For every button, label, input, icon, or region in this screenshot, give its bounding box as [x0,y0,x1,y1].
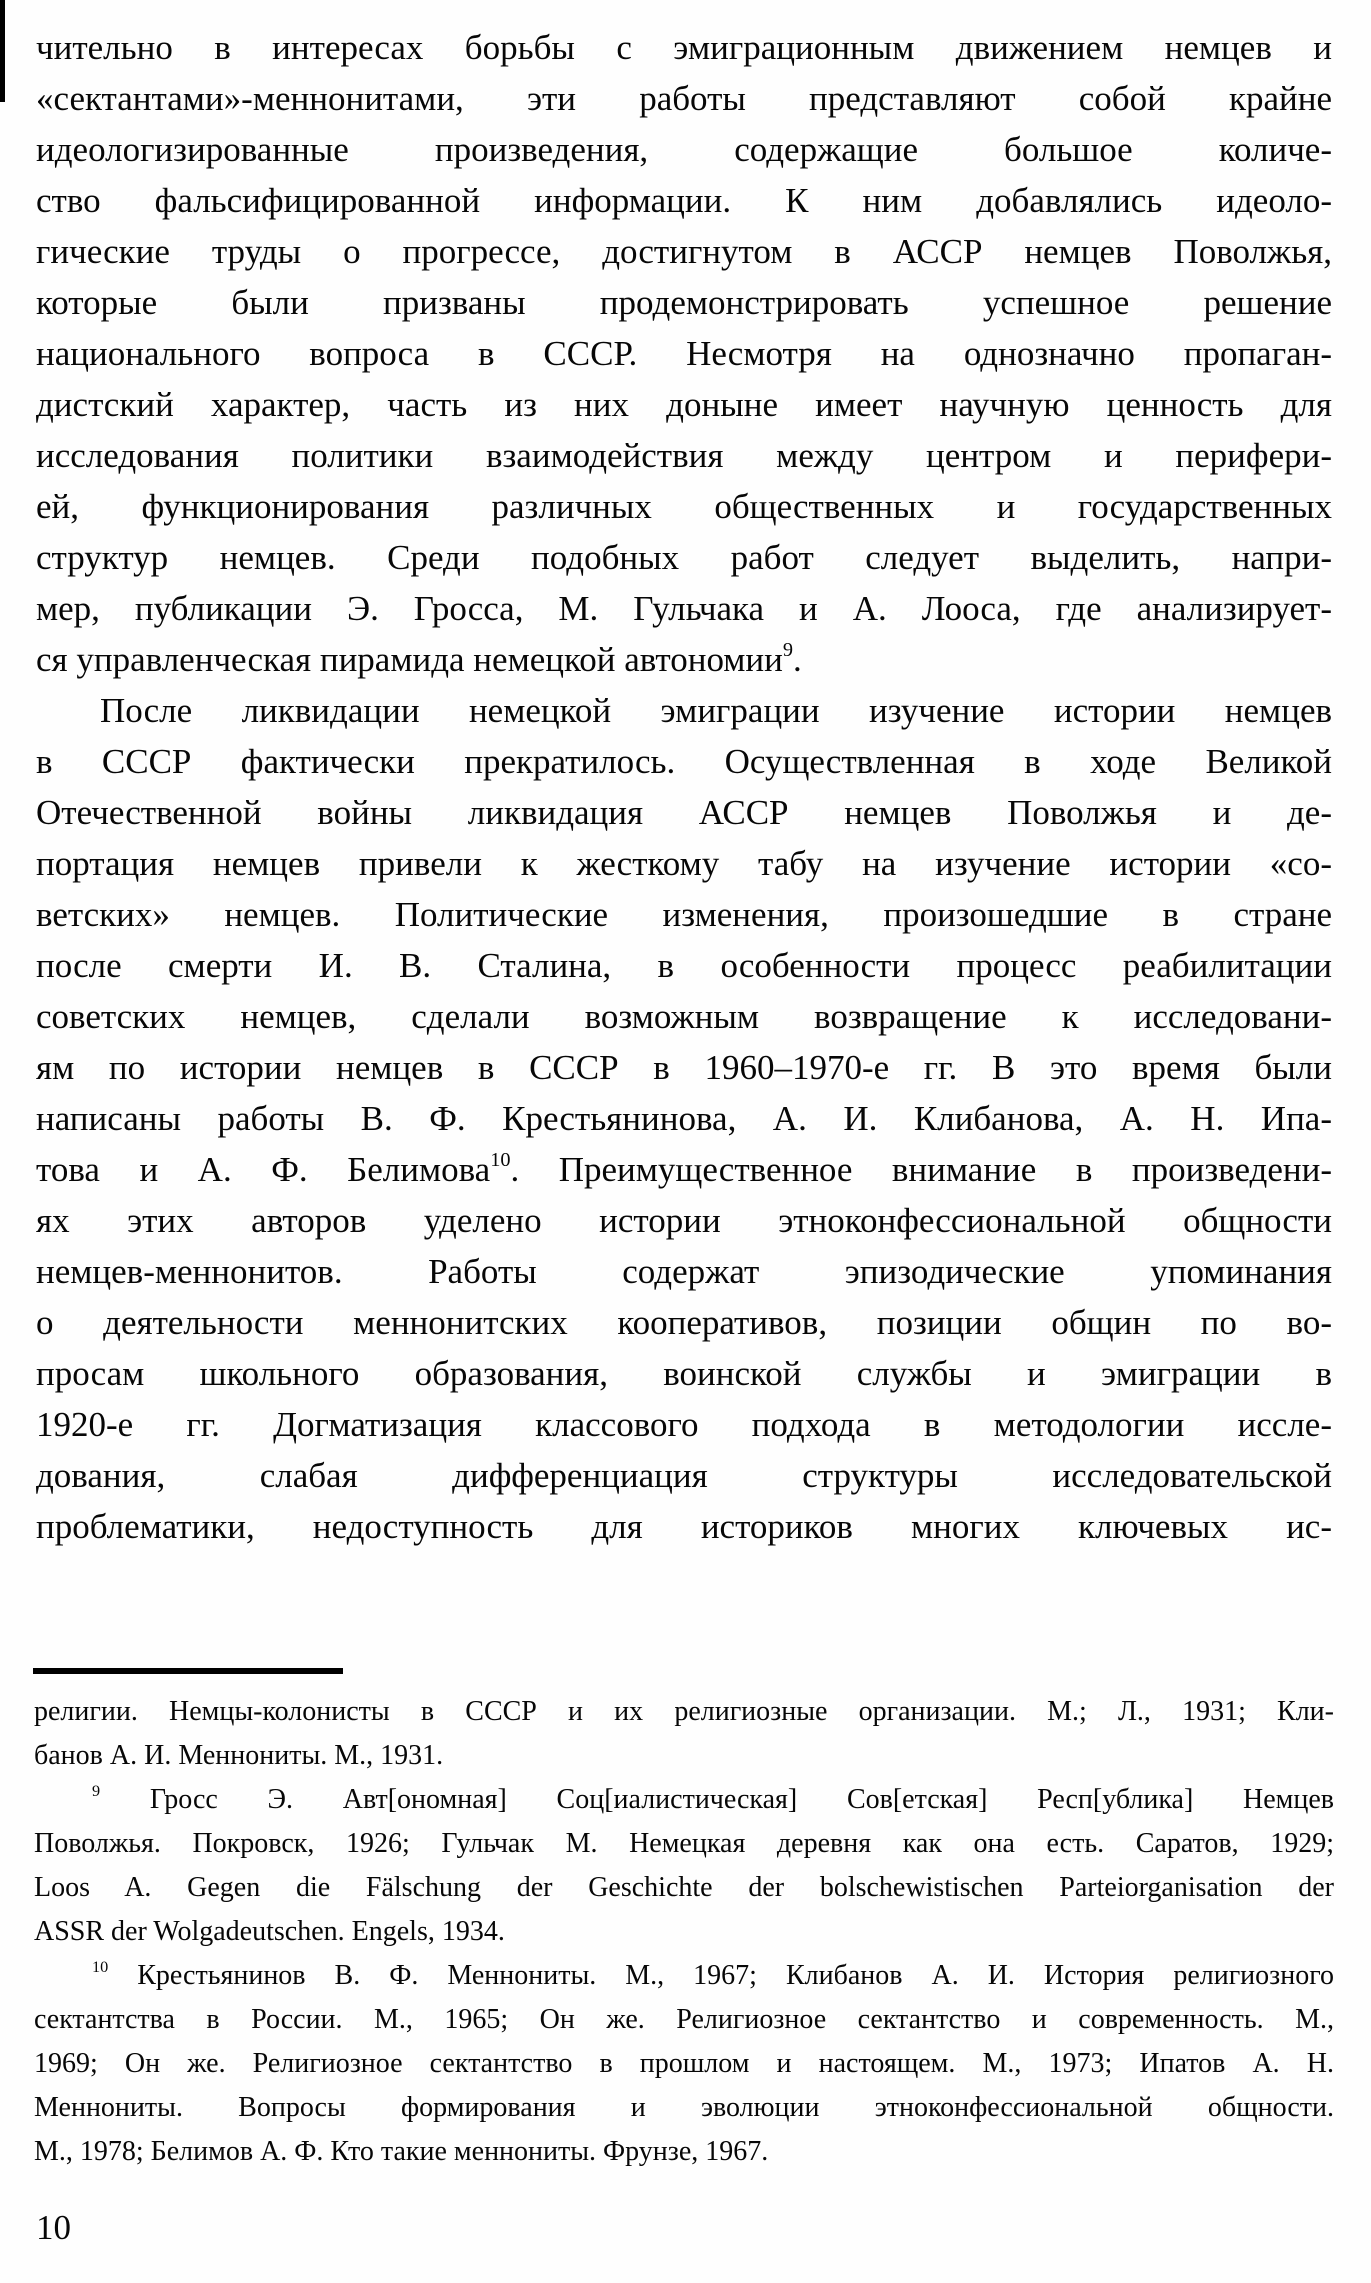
footnote-line: Loos A. Gegen die Fälschung der Geschichte der bolschewistischen Parteiorganisation der [34,1872,1334,1903]
main-text-block [36,22,1332,1552]
footnotes-block [34,1690,1334,2174]
footnote-line: Поволжья. Покровск, 1926; Гульчак М. Немецкая деревня как она есть. Саратов, 1929; [34,1828,1334,1859]
text-line: чительно в интересах борьбы с эмиграционным движением немцев и [36,28,1332,67]
page-number: 10 [36,2208,71,2247]
footnote-line: $^9$ Гросс Э. Авт[ономная] Соц[иалистическая] Сов[етская] Респ[ублика] Немцев [92,1781,1334,1815]
footnote-line: $^{10}$ Крестьянинов В. Ф. Меннониты. М., 1967; Клибанов А. И. История религиозного [92,1957,1334,1991]
text-line: исследования политики взаимодействия между центром и перифери- [36,436,1332,475]
text-line: ях этих авторов уделено истории этноконфессиональной общности [36,1201,1332,1240]
footnote-line: 1969; Он же. Религиозное сектантство в прошлом и настоящем. М., 1973; Ипатов А. Н. [34,2048,1334,2079]
text-line: немцев-меннонитов. Работы содержат эпизодические упоминания [36,1252,1332,1291]
text-line: написаны работы В. Ф. Крестьянинова, А. И. Клибанова, А. Н. Ипа- [36,1099,1332,1138]
text-line: ей, функционирования различных общественных и государственных [36,487,1332,526]
footnote-reference: 10 [92,1957,109,1976]
text-line: советских немцев, сделали возможным возвращение к исследовани- [36,997,1332,1036]
text-line: просам школьного образования, воинской службы и эмиграции в [36,1354,1332,1393]
text-line: гические труды о прогрессе, достигнутом в АССР немцев Поволжья, [36,232,1332,271]
text-line: дистский характер, часть из них доныне имеет научную ценность для [36,385,1332,424]
text-line: После ликвидации немецкой эмиграции изучение истории немцев [100,691,1332,730]
footnote-line: ASSR der Wolgadeutschen. Engels, 1934. [34,1916,505,1947]
footnote-line: сектантства в России. М., 1965; Он же. Религиозное сектантство и современность. М., [34,2004,1334,2035]
footnote-line: банов А. И. Меннониты. М., 1931. [34,1740,444,1771]
text-line: ветских» немцев. Политические изменения, произошедшие в стране [36,895,1332,934]
text-line: идеологизированные произведения, содержащие большое количе- [36,130,1332,169]
text-line: дования, слабая дифференциация структуры исследовательской [36,1456,1332,1495]
text-line: портация немцев привели к жесткому табу на изучение истории «со- [36,844,1332,883]
footnote-line: религии. Немцы-колонисты в СССР и их религиозные организации. М.; Л., 1931; Кли- [34,1696,1334,1727]
text-line: после смерти И. В. Сталина, в особенности процесс реабилитации [36,946,1332,985]
footnote-reference: 10 [490,1148,511,1171]
footnote-line: М., 1978; Белимов А. Ф. Кто такие меннониты. Фрунзе, 1967. [34,2136,769,2167]
text-line: 1920-е гг. Догматизация классового подхода в методологии иссле- [36,1405,1332,1444]
text-line: о деятельности меннонитских кооперативов, позиции общин по во- [36,1303,1332,1342]
text-line: ся управленческая пирамида немецкой автономии$^9$. [36,638,802,679]
text-line: проблематики, недоступность для историков многих ключевых ис- [36,1507,1332,1546]
text-line: Отечественной войны ликвидация АССР немцев Поволжья и де- [36,793,1332,832]
footnote-separator-rule [33,1668,343,1674]
scan-edge-artifact [0,0,5,102]
text-line: в СССР фактически прекратилось. Осуществленная в ходе Великой [36,742,1332,781]
text-line: «сектантами»-меннонитами, эти работы представляют собой крайне [36,79,1332,118]
footnote-reference: 9 [782,638,794,661]
text-line: това и А. Ф. Белимова$^{10}$. Преимущественное внимание в произведени- [36,1148,1333,1189]
text-line: ям по истории немцев в СССР в 1960–1970-е гг. В это время были [36,1048,1332,1087]
text-line: структур немцев. Среди подобных работ следует выделить, напри- [36,538,1332,577]
text-line: которые были призваны продемонстрировать успешное решение [36,283,1332,322]
text-line: национального вопроса в СССР. Несмотря на однозначно пропаган- [36,334,1332,373]
text-line: ство фальсифицированной информации. К ним добавлялись идеоло- [36,181,1332,220]
text-line: мер, публикации Э. Гросса, М. Гульчака и А. Лооса, где анализирует- [36,589,1332,628]
footnote-line: Меннониты. Вопросы формирования и эволюции этноконфессиональной общности. [34,2092,1334,2123]
footnote-reference: 9 [92,1781,101,1800]
